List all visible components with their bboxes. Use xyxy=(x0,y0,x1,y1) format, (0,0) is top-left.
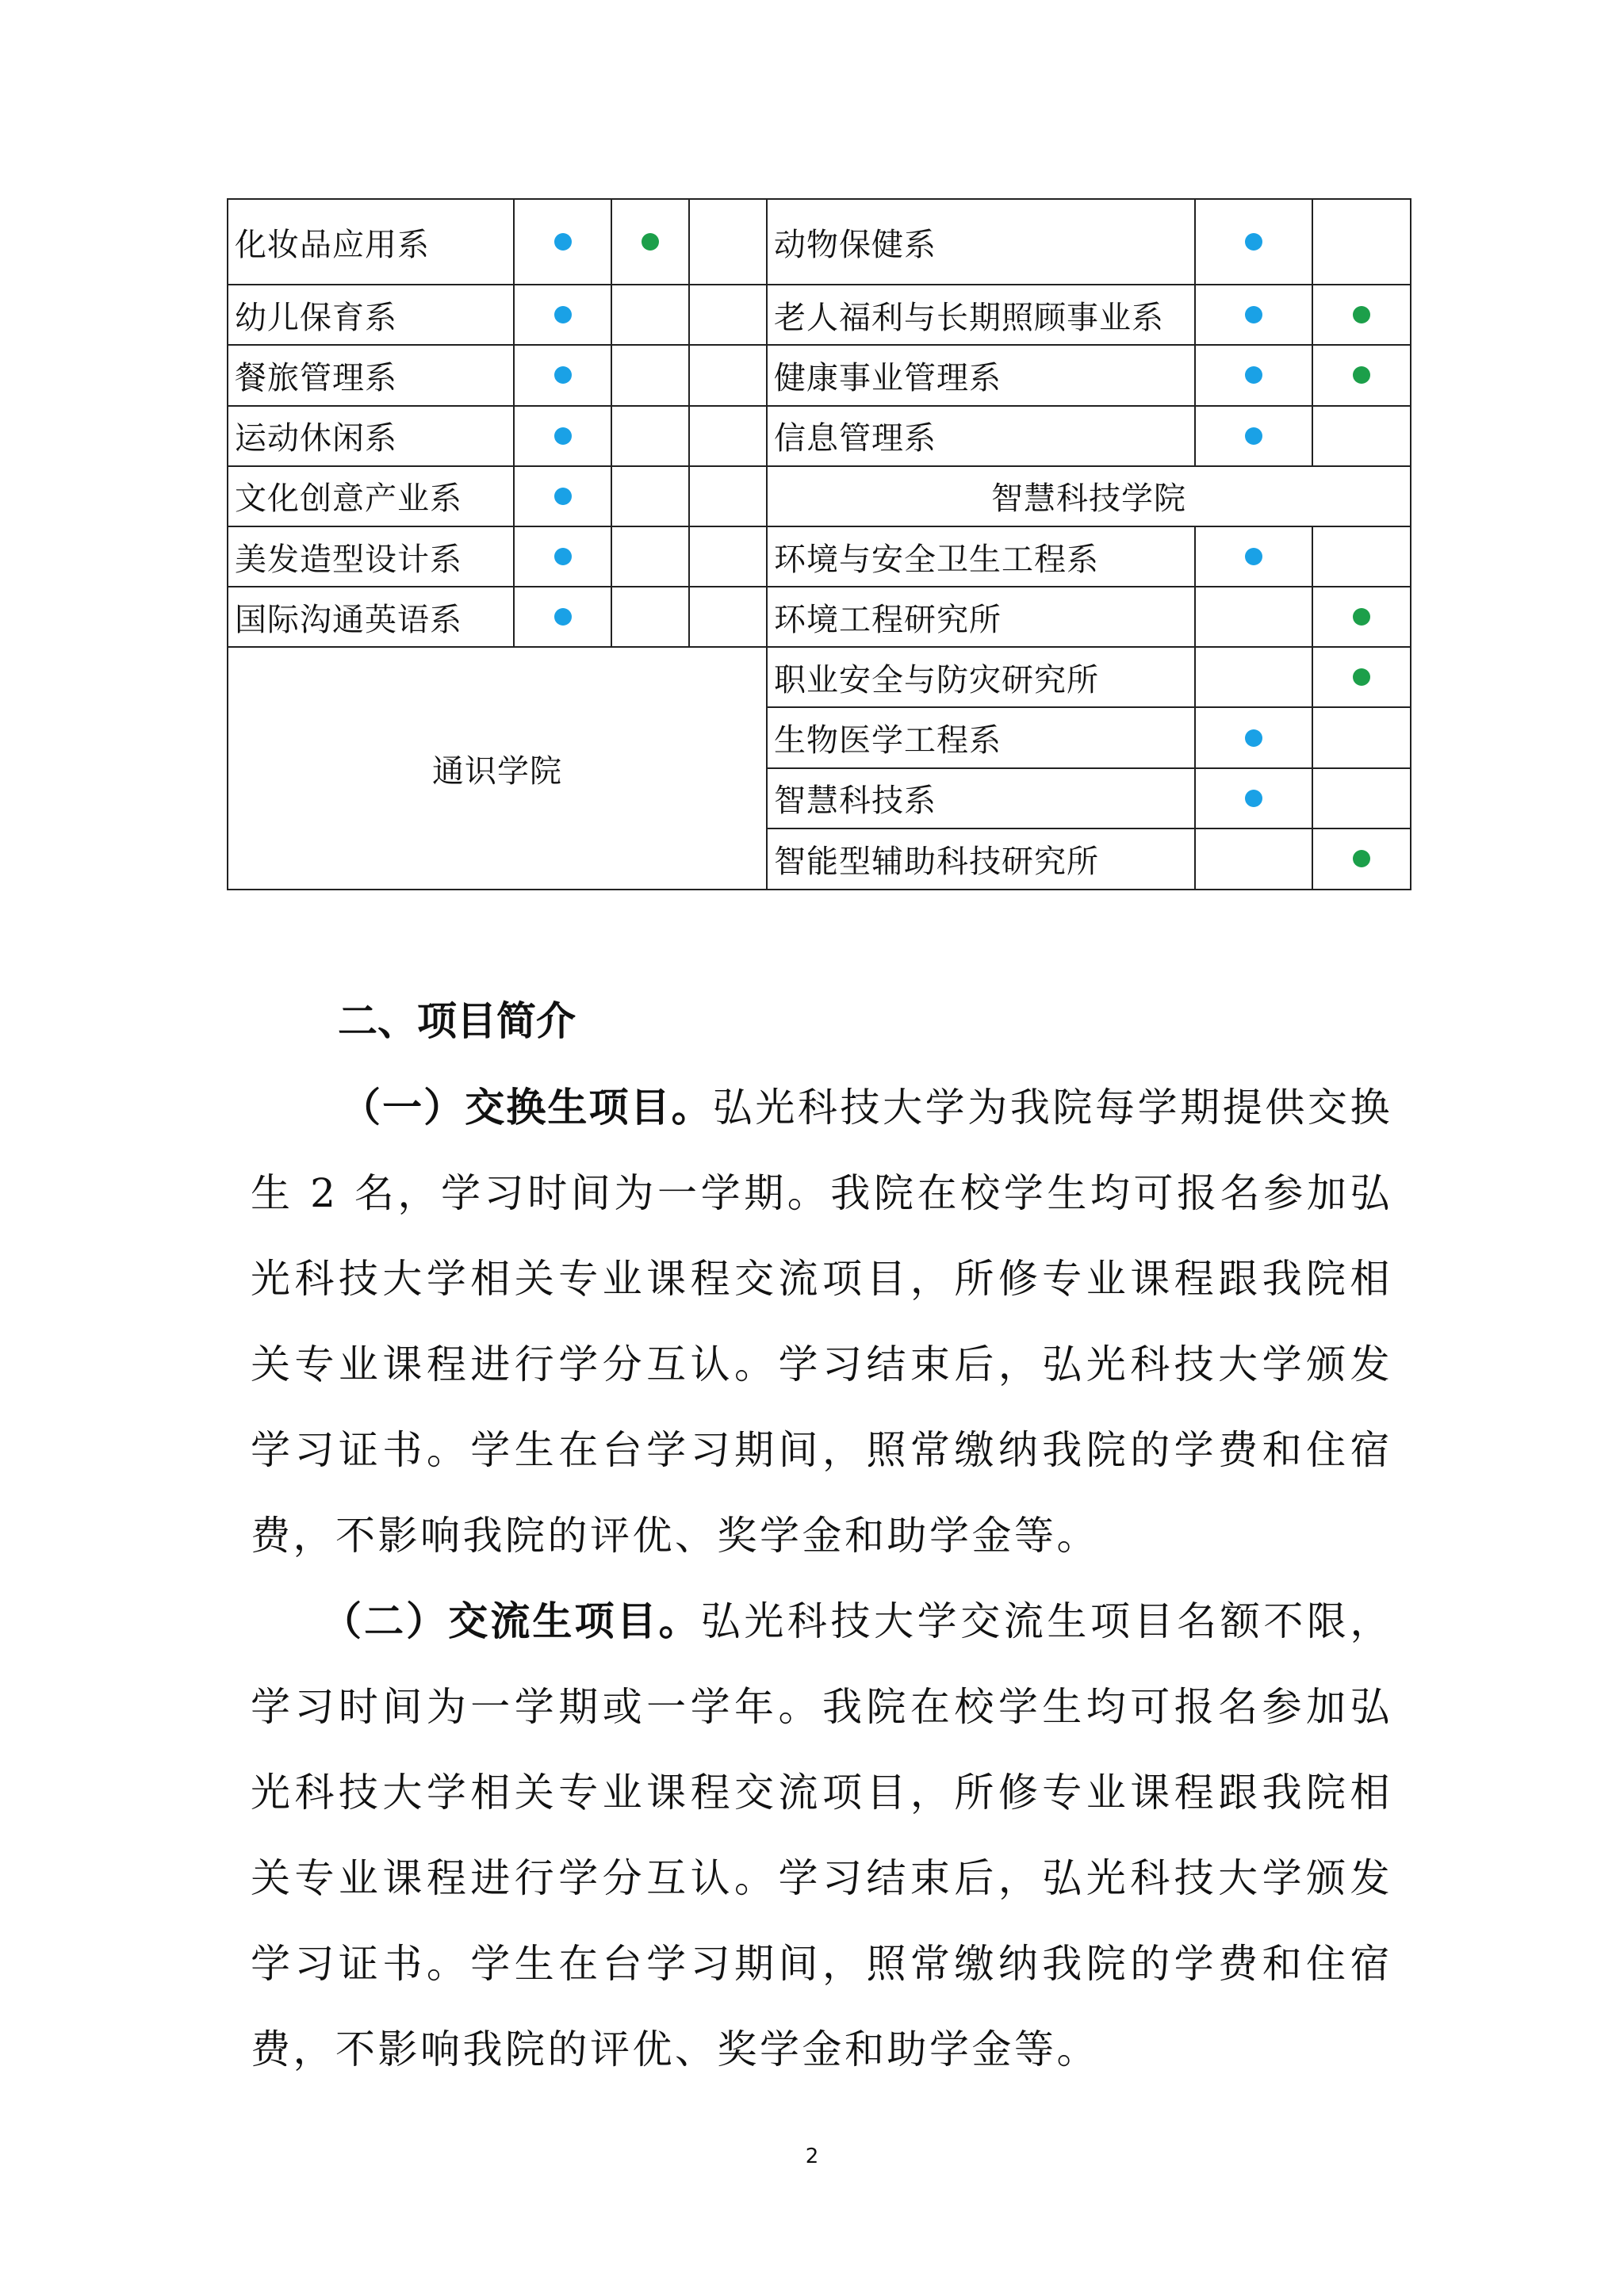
department-name-cell: 智慧科技系 xyxy=(767,768,1195,828)
table-row xyxy=(228,199,1411,285)
department-name-cell: 职业安全与防灾研究所 xyxy=(767,647,1195,707)
blue-dot-mark xyxy=(554,366,572,384)
blue-dot-mark xyxy=(1245,427,1262,445)
department-name-cell: 健康事业管理系 xyxy=(767,345,1195,405)
department-name-cell: 运动休闲系 xyxy=(228,406,514,466)
paragraph-text: 弘光科技大学交流生项目名额不限，学习时间为一学期或一学年。我院在校学生均可报名参加弘光科技大学相关专业课程交流项目，所修专业课程跟我院相关专业课程进行学分互认。学习结束后，弘光科技大学颁发学习证书。学生在台学习期间，照常缴纳我院的学费和住宿费，不影响我院的评优、奖学金和助学金等。 xyxy=(251,1598,1392,2072)
table-row xyxy=(228,647,1411,707)
mark-cell xyxy=(514,199,611,285)
department-name-cell: 美发造型设计系 xyxy=(228,526,514,587)
mark-cell xyxy=(514,466,611,526)
department-table xyxy=(227,198,1411,890)
green-dot-mark xyxy=(642,233,659,251)
paragraph-lead: （二）交流生项目。 xyxy=(322,1598,701,1644)
department-name-cell: 国际沟通英语系 xyxy=(228,587,514,647)
mark-cell xyxy=(611,285,689,345)
mark-cell xyxy=(689,526,767,587)
department-name-cell: 餐旅管理系 xyxy=(228,345,514,405)
blue-dot-mark xyxy=(554,233,572,251)
department-name-cell: 信息管理系 xyxy=(767,406,1195,466)
mark-cell xyxy=(689,345,767,405)
mark-cell xyxy=(1312,828,1411,890)
table-row xyxy=(228,526,1411,587)
department-name-cell: 生物医学工程系 xyxy=(767,707,1195,767)
department-name-cell: 文化创意产业系 xyxy=(228,466,514,526)
mark-cell xyxy=(1195,406,1312,466)
mark-cell xyxy=(1312,707,1411,767)
mark-cell xyxy=(514,285,611,345)
green-dot-mark xyxy=(1353,668,1370,686)
blue-dot-mark xyxy=(554,608,572,626)
mark-cell xyxy=(1312,199,1411,285)
mark-cell xyxy=(514,345,611,405)
mark-cell xyxy=(689,285,767,345)
blue-dot-mark xyxy=(554,427,572,445)
paragraph-lead: （一）交换生项目。 xyxy=(341,1085,713,1131)
mark-cell xyxy=(1195,345,1312,405)
blue-dot-mark xyxy=(1245,233,1262,251)
department-name-cell: 幼儿保育系 xyxy=(228,285,514,345)
mark-cell xyxy=(1312,768,1411,828)
mark-cell xyxy=(1195,828,1312,890)
blue-dot-mark xyxy=(1245,366,1262,384)
mark-cell xyxy=(1312,345,1411,405)
mark-cell xyxy=(611,406,689,466)
mark-cell xyxy=(1312,647,1411,707)
mark-cell xyxy=(611,466,689,526)
green-dot-mark xyxy=(1353,608,1370,626)
department-name-cell: 动物保健系 xyxy=(767,199,1195,285)
mark-cell xyxy=(1312,406,1411,466)
blue-dot-mark xyxy=(1245,306,1262,323)
mark-cell xyxy=(1195,707,1312,767)
mark-cell xyxy=(514,406,611,466)
table-row xyxy=(228,285,1411,345)
blue-dot-mark xyxy=(1245,790,1262,807)
exchange-program-paragraph xyxy=(251,1065,1392,1578)
mark-cell xyxy=(689,406,767,466)
department-name-cell: 老人福利与长期照顾事业系 xyxy=(767,285,1195,345)
table-row xyxy=(228,406,1411,466)
department-name-cell: 环境工程研究所 xyxy=(767,587,1195,647)
mark-cell xyxy=(1312,587,1411,647)
green-dot-mark xyxy=(1353,850,1370,867)
department-name-cell: 智能型辅助科技研究所 xyxy=(767,828,1195,890)
department-name-cell: 化妆品应用系 xyxy=(228,199,514,285)
mark-cell xyxy=(1195,199,1312,285)
mark-cell xyxy=(611,587,689,647)
mark-cell xyxy=(611,345,689,405)
mark-cell xyxy=(1195,285,1312,345)
green-dot-mark xyxy=(1353,366,1370,384)
visiting-program-paragraph xyxy=(251,1578,1392,2092)
paragraph-text: 弘光科技大学为我院每学期提供交换生 2 名，学习时间为一学期。我院在校学生均可报名参加弘光科技大学相关专业课程交流项目，所修专业课程跟我院相关专业课程进行学分互认。学习结束后，弘光科技大学颁发学习证书。学生在台学习期间，照常缴纳我院的学费和住宿费，不影响我院的评优、奖学金和助学金等。 xyxy=(251,1085,1392,1559)
mark-cell xyxy=(514,526,611,587)
mark-cell xyxy=(689,199,767,285)
mark-cell xyxy=(689,466,767,526)
mark-cell xyxy=(611,199,689,285)
blue-dot-mark xyxy=(554,306,572,323)
college-header-cell: 通识学院 xyxy=(228,647,767,890)
college-header-cell: 智慧科技学院 xyxy=(767,466,1411,526)
green-dot-mark xyxy=(1353,306,1370,323)
department-name-cell: 环境与安全卫生工程系 xyxy=(767,526,1195,587)
mark-cell xyxy=(514,587,611,647)
section-heading: 二、项目简介 xyxy=(338,998,576,1044)
mark-cell xyxy=(1195,647,1312,707)
blue-dot-mark xyxy=(1245,548,1262,565)
blue-dot-mark xyxy=(554,488,572,505)
mark-cell xyxy=(611,526,689,587)
mark-cell xyxy=(1195,768,1312,828)
mark-cell xyxy=(1195,526,1312,587)
mark-cell xyxy=(1312,526,1411,587)
table-row xyxy=(228,466,1411,526)
mark-cell xyxy=(689,587,767,647)
table-row xyxy=(228,587,1411,647)
blue-dot-mark xyxy=(1245,729,1262,747)
table-row xyxy=(228,345,1411,405)
blue-dot-mark xyxy=(554,548,572,565)
mark-cell xyxy=(1195,587,1312,647)
mark-cell xyxy=(1312,285,1411,345)
page-number: 2 xyxy=(805,2145,819,2168)
